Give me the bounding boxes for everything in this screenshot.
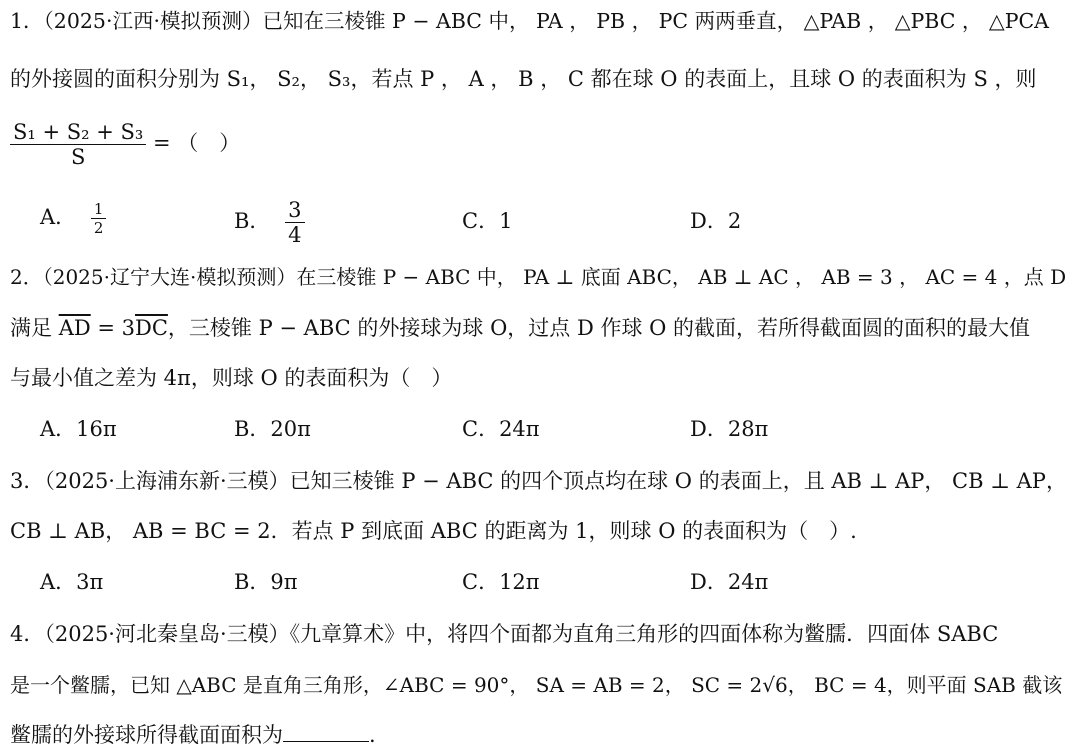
q1-line1: 1．（2025·江西·模拟预测）已知在三棱锥 P − ABC 中， PA ， PB ， PC 两两垂直， △PAB ， △PBC ， △PCA bbox=[10, 9, 1049, 33]
q3-option-a[interactable]: A．3π bbox=[40, 570, 104, 594]
q2-options bbox=[0, 414, 1080, 444]
q1-fraction-tail: = （ ） bbox=[153, 131, 241, 155]
q1-option-b[interactable] bbox=[234, 198, 305, 247]
q3-line1: 3．（2025·上海浦东新·三模）已知三棱锥 P − ABC 的四个顶点均在球 O 的表面上，且 AB ⊥ AP， CB ⊥ AP， bbox=[10, 469, 1067, 493]
q2-option-c[interactable]: C．24π bbox=[462, 417, 540, 441]
q1-fraction-line bbox=[10, 118, 1072, 169]
q2-vector-ad: $\overline{AD}$ bbox=[58, 316, 91, 340]
q1-option-b-fraction bbox=[285, 198, 304, 247]
q2-line1: 2．（2025·辽宁大连·模拟预测）在三棱锥 P − ABC 中， PA ⊥ 底面 ABC， AB ⊥ AC ， AB = 3 ， AC = 4 ，点 D bbox=[10, 265, 1067, 289]
q2-line2-suffix: ，三棱锥 P − ABC 的外接球为球 O，过点 D 作球 O 的截面，若所得截面圆的面积的最大值 bbox=[167, 316, 1031, 340]
q1-fraction bbox=[10, 120, 146, 169]
q3-options bbox=[0, 567, 1080, 597]
q1-option-d[interactable]: D．2 bbox=[690, 209, 742, 233]
q3-line2: CB ⊥ AB， AB = BC = 2．若点 P 到底面 ABC 的距离为 1，则球 O 的表面积为（ ）. bbox=[10, 519, 857, 543]
q2-option-b[interactable]: B．20π bbox=[234, 417, 311, 441]
q3-option-c[interactable]: C．12π bbox=[462, 570, 540, 594]
q2-vector-dc: $\overline{DC}$ bbox=[135, 316, 168, 340]
q1-option-c[interactable]: C．1 bbox=[462, 209, 513, 233]
q3-option-d[interactable]: D．24π bbox=[690, 570, 769, 594]
q1-option-a-fraction bbox=[91, 200, 107, 237]
q2-line2-middle: = 3 bbox=[90, 316, 136, 340]
q1-option-a-label: A． bbox=[40, 205, 77, 229]
q2-line3: 与最小值之差为 4π，则球 O 的表面积为（ ） bbox=[10, 366, 453, 390]
q1-option-a[interactable] bbox=[40, 200, 106, 237]
q2-option-d[interactable]: D．28π bbox=[690, 417, 769, 441]
q4-line1: 4．（2025·河北秦皇岛·三模）《九章算术》中，将四个面都为直角三角形的四面体称为鳖臑．四面体 SABC bbox=[10, 622, 999, 646]
q4-line3-suffix: . bbox=[369, 723, 376, 747]
q2-option-a[interactable]: A．16π bbox=[40, 417, 117, 441]
q1-fraction-denominator: S bbox=[70, 145, 86, 169]
q1-option-b-numerator: 3 bbox=[285, 198, 304, 223]
q3-option-b[interactable]: B．9π bbox=[234, 570, 298, 594]
q4-line3 bbox=[10, 720, 1072, 750]
q1-option-b-label: B． bbox=[234, 209, 271, 233]
q1-fraction-numerator: S₁ + S₂ + S₃ bbox=[10, 120, 146, 145]
q1-options bbox=[0, 198, 1080, 246]
q4-answer-blank[interactable] bbox=[283, 721, 369, 742]
q4-line3-prefix: 鳖臑的外接球所得截面面积为 bbox=[10, 723, 283, 747]
q2-line2-prefix: 满足 bbox=[10, 316, 59, 340]
q1-line2: 的外接圆的面积分别为 S₁， S₂， S₃，若点 P ， A ， B ， C 都在球 O 的表面上，且球 O 的表面积为 S ，则 bbox=[10, 67, 1037, 91]
q1-option-a-numerator: 1 bbox=[91, 200, 107, 219]
q4-line2: 是一个鳖臑，已知 △ABC 是直角三角形，∠ABC = 90°， SA = AB = 2， SC = 2√6， BC = 4，则平面 SAB 截该 bbox=[10, 673, 1063, 697]
q2-line2 bbox=[10, 313, 1072, 343]
q1-option-b-denominator: 4 bbox=[288, 223, 302, 247]
q1-option-a-denominator: 2 bbox=[93, 219, 104, 237]
